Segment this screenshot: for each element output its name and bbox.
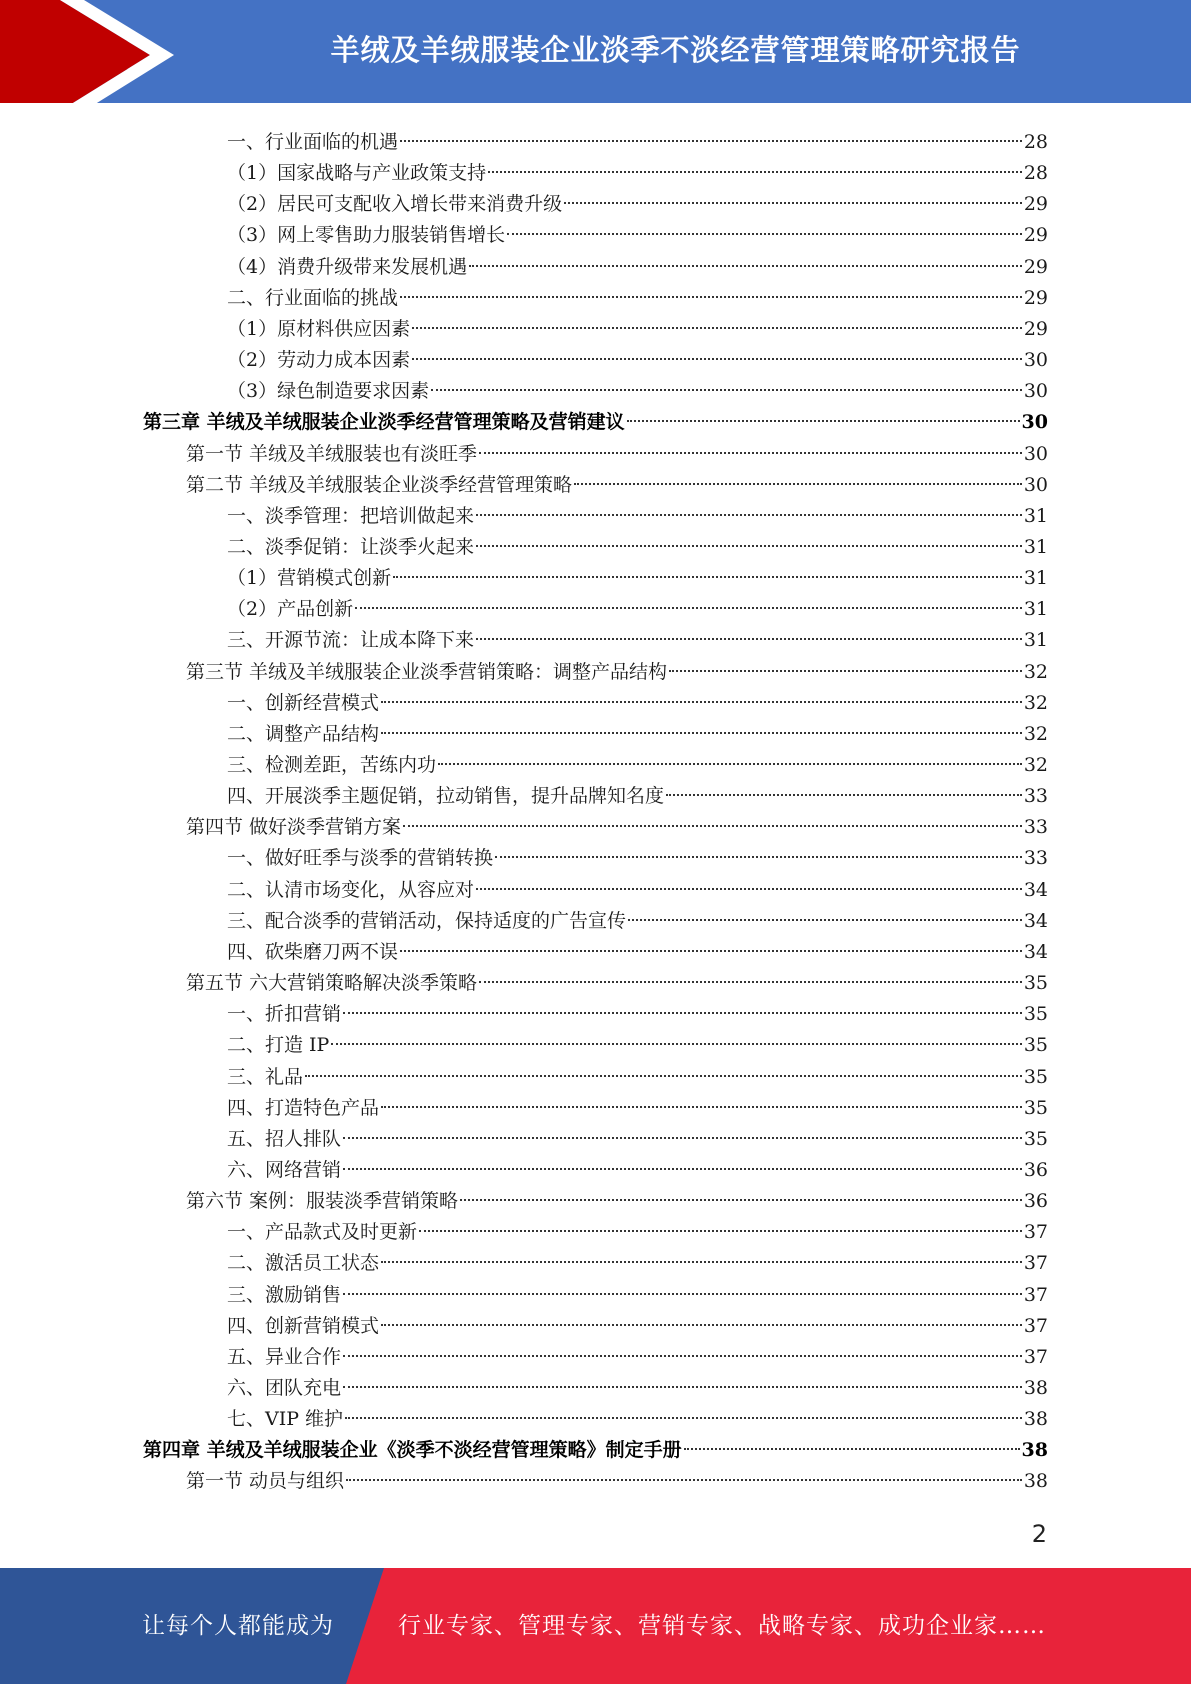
toc-entry-label: 三、检测差距，苦练内功 (227, 754, 437, 776)
toc-dot-leader (669, 670, 1022, 672)
toc-dot-leader (564, 202, 1022, 204)
toc-entry-label: 第六节 案例：服装淡季营销策略 (186, 1190, 459, 1212)
toc-entry-label: 第三章 羊绒及羊绒服装企业淡季经营管理策略及营销建议 (143, 411, 625, 433)
toc-entry-page: 30 (1023, 349, 1048, 371)
toc-entry-label: 第二节 羊绒及羊绒服装企业淡季经营管理策略 (186, 474, 573, 496)
toc-dot-leader (627, 420, 1020, 422)
toc-entry[interactable] (227, 594, 1048, 625)
toc-entry-label: 四、开展淡季主题促销，拉动销售，提升品牌知名度 (227, 785, 665, 807)
toc-dot-leader (400, 296, 1022, 298)
toc-dot-leader (476, 888, 1022, 890)
toc-entry-label: 第一节 动员与组织 (186, 1470, 345, 1492)
toc-entry-label: （2）劳动力成本因素 (227, 349, 411, 371)
toc-entry-label: 二、淡季促销：让淡季火起来 (227, 536, 475, 558)
toc-entry[interactable] (227, 719, 1048, 750)
toc-entry-page: 34 (1023, 941, 1048, 963)
toc-entry-label: 五、招人排队 (227, 1128, 342, 1150)
toc-entry[interactable] (227, 376, 1048, 407)
toc-entry-label: 四、打造特色产品 (227, 1097, 380, 1119)
toc-dot-leader (305, 1075, 1022, 1077)
toc-entry-page: 34 (1023, 910, 1048, 932)
toc-entry-label: 四、创新营销模式 (227, 1315, 380, 1337)
toc-dot-leader (460, 1199, 1022, 1201)
toc-entry-page: 35 (1023, 1097, 1048, 1119)
toc-entry[interactable] (227, 283, 1048, 314)
toc-entry[interactable] (186, 657, 1048, 688)
toc-entry-label: 三、开源节流：让成本降下来 (227, 629, 475, 651)
toc-entry-label: 第一节 羊绒及羊绒服装也有淡旺季 (186, 443, 478, 465)
toc-dot-leader (469, 265, 1022, 267)
toc-entry-label: 第五节 六大营销策略解决淡季策略 (186, 972, 478, 994)
toc-entry[interactable] (186, 968, 1048, 999)
toc-entry[interactable] (227, 1155, 1048, 1186)
toc-entry-page: 36 (1023, 1190, 1048, 1212)
toc-entry[interactable] (227, 937, 1048, 968)
toc-dot-leader (403, 825, 1022, 827)
toc-entry[interactable] (227, 501, 1048, 532)
document-title: 羊绒及羊绒服装企业淡季不淡经营管理策略研究报告 (330, 33, 1021, 67)
toc-entry-page: 32 (1023, 661, 1048, 683)
toc-entry[interactable] (227, 781, 1048, 812)
toc-entry-label: （3）网上零售助力服装销售增长 (227, 224, 506, 246)
toc-entry-page: 30 (1023, 443, 1048, 465)
toc-entry-page: 29 (1023, 318, 1048, 340)
toc-entry-page: 35 (1023, 1066, 1048, 1088)
toc-entry-page: 29 (1023, 287, 1048, 309)
toc-entry[interactable] (227, 999, 1048, 1030)
toc-entry[interactable] (227, 1373, 1048, 1404)
toc-dot-leader (574, 483, 1022, 485)
toc-entry[interactable] (186, 439, 1048, 470)
toc-dot-leader (412, 327, 1022, 329)
toc-entry-label: （2）居民可支配收入增长带来消费升级 (227, 193, 563, 215)
toc-entry[interactable] (186, 1186, 1048, 1217)
toc-entry-page: 31 (1023, 536, 1048, 558)
toc-entry-label: 第四节 做好淡季营销方案 (186, 816, 402, 838)
toc-entry-page: 35 (1023, 1034, 1048, 1056)
toc-dot-leader (628, 919, 1022, 921)
toc-entry-label: （1）营销模式创新 (227, 567, 392, 589)
toc-entry[interactable] (227, 750, 1048, 781)
toc-entry-page: 29 (1023, 193, 1048, 215)
toc-entry-page: 30 (1023, 380, 1048, 402)
toc-dot-leader (381, 1106, 1022, 1108)
toc-entry[interactable] (227, 252, 1048, 283)
toc-dot-leader (488, 171, 1022, 173)
toc-entry-label: （4）消费升级带来发展机遇 (227, 256, 468, 278)
toc-entry-label: 五、异业合作 (227, 1346, 342, 1368)
toc-entry[interactable] (227, 158, 1048, 189)
toc-entry-page: 37 (1023, 1284, 1048, 1306)
toc-entry-label: 二、调整产品结构 (227, 723, 380, 745)
toc-entry[interactable] (227, 127, 1048, 158)
toc-entry[interactable] (227, 1030, 1048, 1061)
toc-entry-page: 37 (1023, 1221, 1048, 1243)
toc-dot-leader (343, 1386, 1022, 1388)
toc-entry-page: 33 (1023, 847, 1048, 869)
toc-dot-leader (666, 794, 1022, 796)
toc-dot-leader (419, 1230, 1022, 1232)
toc-entry-page: 28 (1023, 131, 1048, 153)
toc-entry-label: 三、配合淡季的营销活动，保持适度的广告宣传 (227, 910, 627, 932)
toc-dot-leader (479, 452, 1022, 454)
toc-dot-leader (431, 389, 1022, 391)
toc-entry[interactable] (227, 532, 1048, 563)
toc-dot-leader (381, 732, 1022, 734)
toc-entry-page: 38 (1023, 1377, 1048, 1399)
toc-entry[interactable] (227, 1404, 1048, 1435)
toc-dot-leader (684, 1448, 1020, 1450)
toc-entry[interactable] (143, 407, 1048, 438)
toc-dot-leader (476, 514, 1022, 516)
toc-entry-page: 35 (1023, 1003, 1048, 1025)
toc-dot-leader (331, 1043, 1021, 1045)
toc-entry-label: 七、VIP 维护 (227, 1408, 344, 1430)
toc-entry-page: 38 (1023, 1470, 1048, 1492)
toc-entry[interactable] (227, 1280, 1048, 1311)
toc-entry-page: 37 (1023, 1346, 1048, 1368)
toc-entry-page: 37 (1023, 1252, 1048, 1274)
toc-entry-page: 37 (1023, 1315, 1048, 1337)
toc-entry[interactable] (227, 1062, 1048, 1093)
toc-entry[interactable] (227, 314, 1048, 345)
toc-entry[interactable] (227, 220, 1048, 251)
toc-dot-leader (355, 607, 1022, 609)
toc-entry[interactable] (227, 688, 1048, 719)
toc-entry-page: 29 (1023, 224, 1048, 246)
footer-slogan-right: 行业专家、管理专家、营销专家、战略专家、成功企业家…… (398, 1613, 1046, 1639)
toc-entry[interactable] (227, 843, 1048, 874)
toc-entry-page: 32 (1023, 723, 1048, 745)
toc-entry-label: 一、做好旺季与淡季的营销转换 (227, 847, 494, 869)
toc-dot-leader (381, 1261, 1022, 1263)
page-footer (0, 1568, 1191, 1684)
toc-entry[interactable] (227, 189, 1048, 220)
toc-entry-page: 33 (1023, 785, 1048, 807)
toc-entry[interactable] (186, 812, 1048, 843)
toc-entry[interactable] (227, 1217, 1048, 1248)
toc-entry-label: 六、团队充电 (227, 1377, 342, 1399)
toc-entry-page: 34 (1023, 879, 1048, 901)
toc-entry-label: （3）绿色制造要求因素 (227, 380, 430, 402)
toc-entry[interactable] (227, 875, 1048, 906)
toc-entry-label: 一、折扣营销 (227, 1003, 342, 1025)
toc-entry-page: 28 (1023, 162, 1048, 184)
toc-entry-label: 二、激活员工状态 (227, 1252, 380, 1274)
toc-dot-leader (495, 856, 1022, 858)
toc-entry[interactable] (227, 1124, 1048, 1155)
toc-dot-leader (476, 638, 1022, 640)
toc-entry-label: 四、砍柴磨刀两不误 (227, 941, 399, 963)
toc-entry-label: 二、打造 IP (227, 1034, 330, 1056)
toc-entry[interactable] (143, 1435, 1048, 1466)
toc-entry-label: 第三节 羊绒及羊绒服装企业淡季营销策略：调整产品结构 (186, 661, 668, 683)
toc-entry-label: 二、行业面临的挑战 (227, 287, 399, 309)
toc-entry-page: 35 (1023, 972, 1048, 994)
toc-entry-page: 33 (1023, 816, 1048, 838)
toc-entry-page: 35 (1023, 1128, 1048, 1150)
toc-entry-label: 第四章 羊绒及羊绒服装企业《淡季不淡经营管理策略》制定手册 (143, 1439, 682, 1461)
toc-dot-leader (412, 358, 1022, 360)
page-number: 2 (1031, 1520, 1047, 1548)
toc-entry[interactable] (227, 563, 1048, 594)
toc-dot-leader (381, 1324, 1022, 1326)
toc-entry[interactable] (227, 345, 1048, 376)
toc-dot-leader (438, 763, 1022, 765)
toc-dot-leader (381, 701, 1022, 703)
toc-entry-label: 一、产品款式及时更新 (227, 1221, 418, 1243)
toc-entry-page: 31 (1023, 598, 1048, 620)
toc-entry-label: 一、创新经营模式 (227, 692, 380, 714)
toc-entry-label: 三、礼品 (227, 1066, 304, 1088)
toc-dot-leader (507, 233, 1022, 235)
toc-dot-leader (479, 981, 1022, 983)
toc-entry[interactable] (227, 625, 1048, 656)
toc-entry-page: 31 (1023, 567, 1048, 589)
toc-dot-leader (343, 1293, 1022, 1295)
toc-dot-leader (346, 1479, 1022, 1481)
toc-entry-label: （2）产品创新 (227, 598, 354, 620)
toc-entry-label: （1）国家战略与产业政策支持 (227, 162, 487, 184)
toc-entry[interactable] (227, 1093, 1048, 1124)
toc-entry-label: 二、认清市场变化，从容应对 (227, 879, 475, 901)
toc-entry[interactable] (227, 906, 1048, 937)
toc-entry[interactable] (227, 1342, 1048, 1373)
toc-entry-label: 一、淡季管理：把培训做起来 (227, 505, 475, 527)
toc-entry-page: 30 (1023, 474, 1048, 496)
toc-dot-leader (400, 950, 1022, 952)
toc-entry-page: 29 (1023, 256, 1048, 278)
toc-entry[interactable] (227, 1248, 1048, 1279)
toc-entry[interactable] (186, 1466, 1048, 1497)
toc-entry-page: 32 (1023, 692, 1048, 714)
toc-entry-page: 31 (1023, 505, 1048, 527)
toc-entry[interactable] (227, 1311, 1048, 1342)
toc-dot-leader (343, 1137, 1022, 1139)
toc-entry-page: 32 (1023, 754, 1048, 776)
toc-dot-leader (345, 1417, 1022, 1419)
toc-dot-leader (343, 1012, 1022, 1014)
toc-dot-leader (343, 1168, 1022, 1170)
toc-entry-page: 36 (1023, 1159, 1048, 1181)
toc-entry-page: 31 (1023, 629, 1048, 651)
toc-dot-leader (393, 576, 1022, 578)
toc-entry-page: 38 (1021, 1439, 1048, 1461)
toc-dot-leader (400, 140, 1022, 142)
toc-entry-label: （1）原材料供应因素 (227, 318, 411, 340)
toc-entry[interactable] (186, 470, 1048, 501)
footer-slogan-left: 让每个人都能成为 (142, 1613, 334, 1639)
toc-dot-leader (476, 545, 1022, 547)
page-header (0, 0, 1191, 111)
toc-entry-label: 六、网络营销 (227, 1159, 342, 1181)
toc-entry-label: 一、行业面临的机遇 (227, 131, 399, 153)
toc-entry-page: 30 (1021, 411, 1048, 433)
toc-entry-page: 38 (1023, 1408, 1048, 1430)
toc-entry-label: 三、激励销售 (227, 1284, 342, 1306)
toc-dot-leader (343, 1355, 1022, 1357)
